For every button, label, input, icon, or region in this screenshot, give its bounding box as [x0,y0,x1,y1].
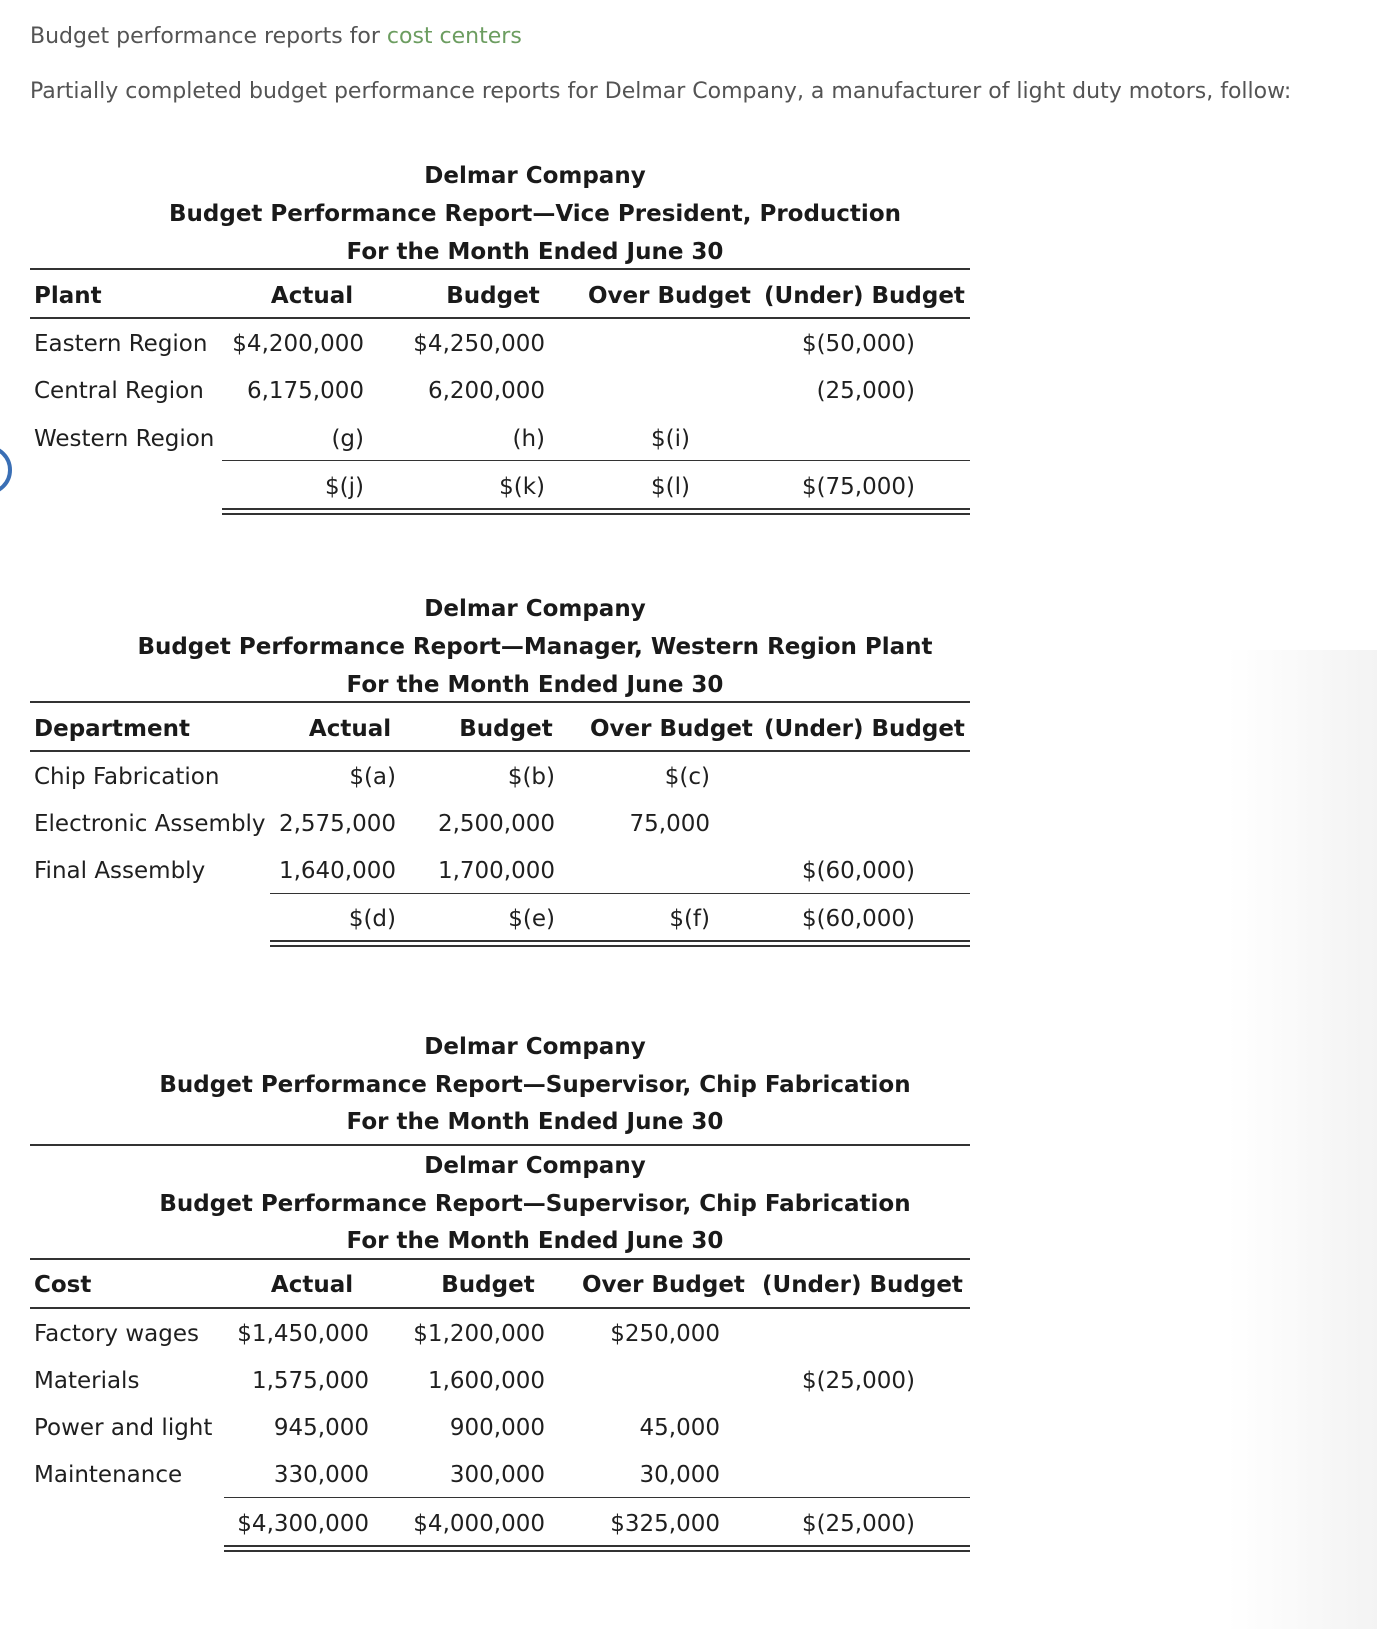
col-header-budget: Budget [446,283,540,309]
actual-value: 2,575,000 [278,811,396,837]
total-double-rule [222,508,970,515]
subtotal-rule [222,460,970,461]
over-budget-value: $(i) [651,426,690,452]
row-label: Chip Fabrication [34,764,220,790]
col-header-under-budget: (Under) Budget [764,716,965,742]
total-over-budget: $(l) [651,474,690,500]
col-header-cost: Cost [34,1272,92,1298]
col-header-actual: Actual [270,1272,354,1298]
total-actual: $(d) [348,906,396,932]
total-budget: $(e) [508,906,555,932]
col-header-department: Department [34,716,190,742]
total-actual: $(j) [325,474,364,500]
total-actual: $4,300,000 [237,1511,369,1537]
header-bottom-rule [30,1307,970,1309]
header-top-rule [30,1258,970,1260]
total-over-budget: $(f) [669,906,710,932]
header-top-rule [30,701,970,703]
col-header-over-budget: Over Budget [582,1272,745,1298]
total-under-budget: $(75,000) [801,474,915,500]
report-period: For the Month Ended June 30 [346,239,724,265]
report-title: Budget Performance Report—Manager, Western Region Plant [137,634,933,660]
col-header-plant: Plant [34,283,102,309]
section-rule [30,1144,970,1146]
actual-value: 1,575,000 [251,1368,369,1394]
report-title: Budget Performance Report—Vice President, Production [169,201,901,227]
total-budget: $4,000,000 [413,1511,545,1537]
actual-value: $(a) [349,764,396,790]
header-bottom-rule [30,317,970,319]
row-label: Electronic Assembly [34,811,266,837]
budget-value: $4,250,000 [413,331,545,357]
actual-value: 6,175,000 [246,378,364,404]
under-budget-value: $(60,000) [801,858,915,884]
header-bottom-rule [30,750,970,752]
total-budget: $(k) [499,474,545,500]
row-label: Power and light [34,1415,213,1441]
report-period: For the Month Ended June 30 [346,1109,724,1135]
total-under-budget: $(25,000) [801,1511,915,1537]
report-title: Budget Performance Report—Supervisor, Chip Fabrication [159,1191,911,1217]
report-company: Delmar Company [424,1153,646,1179]
col-header-under-budget: (Under) Budget [764,283,965,309]
budget-value: 1,600,000 [427,1368,545,1394]
page-heading [30,24,522,49]
col-header-over-budget: Over Budget [588,283,751,309]
page-edge-shadow [1227,650,1377,1629]
under-budget-value: $(25,000) [801,1368,915,1394]
over-budget-value: 45,000 [639,1415,720,1441]
report-period: For the Month Ended June 30 [346,1228,724,1254]
row-label: Final Assembly [34,858,206,884]
col-header-under-budget: (Under) Budget [762,1272,963,1298]
report-company: Delmar Company [424,1034,646,1060]
over-budget-value: $250,000 [610,1321,720,1347]
under-budget-value: $(50,000) [801,331,915,357]
actual-value: $1,450,000 [237,1321,369,1347]
total-over-budget: $325,000 [610,1511,720,1537]
budget-value: 2,500,000 [437,811,555,837]
page-description: Partially completed budget performance reports for Delmar Company, a manufacturer of light duty motors, follow: [30,79,1292,104]
row-label: Central Region [34,378,204,404]
under-budget-value: (25,000) [816,378,915,404]
total-double-rule [270,940,970,947]
row-label: Eastern Region [34,331,208,357]
total-under-budget: $(60,000) [801,906,915,932]
report-title: Budget Performance Report—Supervisor, Chip Fabrication [159,1072,911,1098]
edge-ring-icon [0,445,12,495]
report-period: For the Month Ended June 30 [346,672,724,698]
actual-value: 1,640,000 [278,858,396,884]
budget-value: 300,000 [449,1462,545,1488]
total-double-rule [224,1545,970,1552]
budget-value: 6,200,000 [427,378,545,404]
actual-value: $4,200,000 [232,331,364,357]
budget-value: $1,200,000 [413,1321,545,1347]
cost-centers-link[interactable]: cost centers [386,24,522,49]
col-header-budget: Budget [459,716,553,742]
col-header-actual: Actual [308,716,392,742]
row-label: Factory wages [34,1321,199,1347]
subtotal-rule [270,893,970,894]
actual-value: 330,000 [273,1462,369,1488]
over-budget-value: 30,000 [639,1462,720,1488]
budget-value: 1,700,000 [437,858,555,884]
budget-value: 900,000 [449,1415,545,1441]
actual-value: (g) [331,426,364,452]
header-top-rule [30,268,970,270]
budget-value: $(b) [507,764,555,790]
page-heading-text: Budget performance reports for [30,24,387,49]
col-header-budget: Budget [441,1272,535,1298]
report-company: Delmar Company [424,163,646,189]
row-label: Maintenance [34,1462,183,1488]
budget-value: (h) [512,426,545,452]
actual-value: 945,000 [273,1415,369,1441]
over-budget-value: 75,000 [629,811,710,837]
row-label: Materials [34,1368,140,1394]
col-header-over-budget: Over Budget [590,716,753,742]
over-budget-value: $(c) [664,764,710,790]
report-company: Delmar Company [424,596,646,622]
subtotal-rule [224,1497,970,1498]
col-header-actual: Actual [270,283,354,309]
row-label: Western Region [34,426,215,452]
